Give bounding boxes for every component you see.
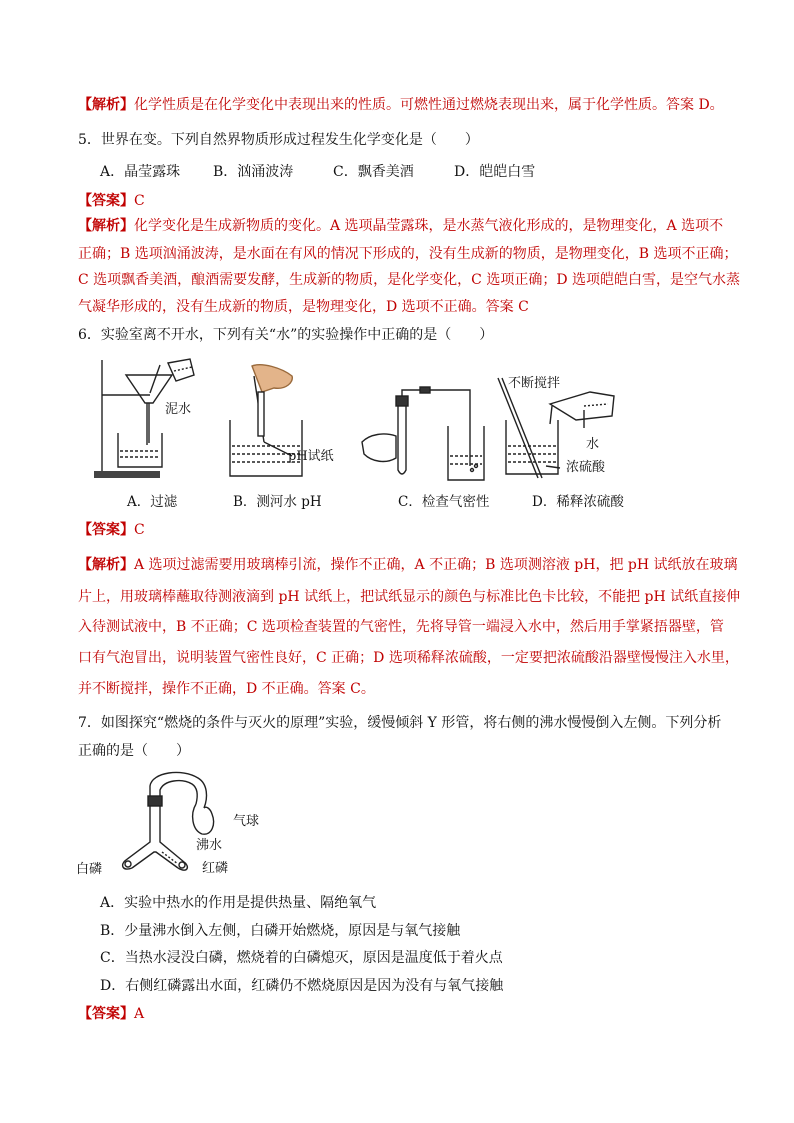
label-red-p: 红磷 xyxy=(202,861,229,876)
caption-a: A．过滤 xyxy=(127,494,178,510)
q5-option-d: D．皑皑白雪 xyxy=(454,164,536,180)
label-boiling-water: 沸水 xyxy=(196,838,223,853)
figure-filtration xyxy=(90,355,210,485)
label-stir: 不断搅拌 xyxy=(508,376,561,391)
q7-stem-line-1: 7．如图探究“燃烧的条件与灭火的原理”实验，缓慢倾斜 Y 形管，将右侧的沸水慢慢倒入左侧。下列分析 xyxy=(78,715,722,731)
q7-stem-line-2: 正确的是（ ） xyxy=(78,743,190,759)
q7-option-b: B．少量沸水倒入左侧，白磷开始燃烧，原因是与氧气接触 xyxy=(100,923,461,939)
q6-analysis-line-2: 片上，用玻璃棒蘸取待测液滴到 pH 试纸上，把试纸显示的颜色与标准比色卡比较，不能把 pH 试纸直接伸 xyxy=(78,589,741,605)
label-balloon: 气球 xyxy=(233,814,260,829)
caption-c: C．检查气密性 xyxy=(398,494,490,510)
q7-option-c: C．当热水浸没白磷，燃烧着的白磷熄灭，原因是温度低于着火点 xyxy=(100,950,503,966)
q7-option-d: D．右侧红磷露出水面，红磷仍不燃烧原因是因为没有与氧气接触 xyxy=(100,978,504,994)
q4-analysis: 【解析】化学性质是在化学变化中表现出来的性质。可燃性通过燃烧表现出来，属于化学性质。答案 D。 xyxy=(78,97,724,113)
label-mud-water: 泥水 xyxy=(165,402,192,417)
q7-option-a: A．实验中热水的作用是提供热量、隔绝氧气 xyxy=(100,895,377,911)
caption-b: B．测河水 pH xyxy=(233,494,322,510)
q5-analysis-line-3: C 选项飘香美酒，酿酒需要发酵，生成新的物质，是化学变化，C 选项正确；D 选项皑皑白雪，是空气水蒸 xyxy=(78,272,740,288)
label-ph-paper: pH试纸 xyxy=(288,449,334,464)
q6-answer: 【答案】C xyxy=(78,522,145,538)
q6-analysis-line-1: 【解析】A 选项过滤需要用玻璃棒引流，操作不正确，A 不正确；B 选项测溶液 pH，把 pH 试纸放在玻璃 xyxy=(78,557,738,573)
q5-answer: 【答案】C xyxy=(78,193,145,209)
q7-answer: 【答案】A xyxy=(78,1006,145,1022)
q5-analysis-line-1: 【解析】化学变化是生成新物质的变化。A 选项晶莹露珠，是水蒸气液化形成的，是物理变化，A 选项不 xyxy=(78,218,724,234)
q5-stem: 5．世界在变。下列自然界物质形成过程发生化学变化是（ ） xyxy=(78,132,479,148)
label-white-p: 白磷 xyxy=(76,862,103,877)
caption-d: D．稀释浓硫酸 xyxy=(532,494,624,510)
figure-airtightness xyxy=(360,386,490,486)
q6-analysis-line-5: 并不断搅拌，操作不正确，D 不正确。答案 C。 xyxy=(78,681,375,697)
label-conc-acid: 浓硫酸 xyxy=(566,460,606,475)
q5-analysis-line-2: 正确；B 选项汹涌波涛，是水面在有风的情况下形成的，没有生成新的物质，是物理变化，B 选项不正确； xyxy=(78,246,738,262)
q6-stem: 6．实验室离不开水，下列有关“水”的实验操作中正确的是（ ） xyxy=(78,327,494,343)
q5-option-b: B．汹涌波涛 xyxy=(213,164,294,180)
q5-analysis-line-4: 气凝华形成的，没有生成新的物质，是物理变化，D 选项不正确。答案 C xyxy=(78,299,529,315)
figure-ph-test xyxy=(222,362,312,487)
q6-analysis-line-4: 口有气泡冒出，说明装置气密性良好，C 正确；D 选项稀释浓硫酸，一定要把浓硫酸沿器壁慢慢注入水里， xyxy=(78,650,739,666)
q5-option-a: A．晶莹露珠 xyxy=(100,164,181,180)
q6-analysis-line-3: 入待测试液中，B 不正确；C 选项检查装置的气密性，先将导管一端浸入水中，然后用手掌紧捂器壁，管 xyxy=(78,619,724,635)
q5-option-c: C．飘香美酒 xyxy=(333,164,414,180)
label-water: 水 xyxy=(586,437,600,452)
